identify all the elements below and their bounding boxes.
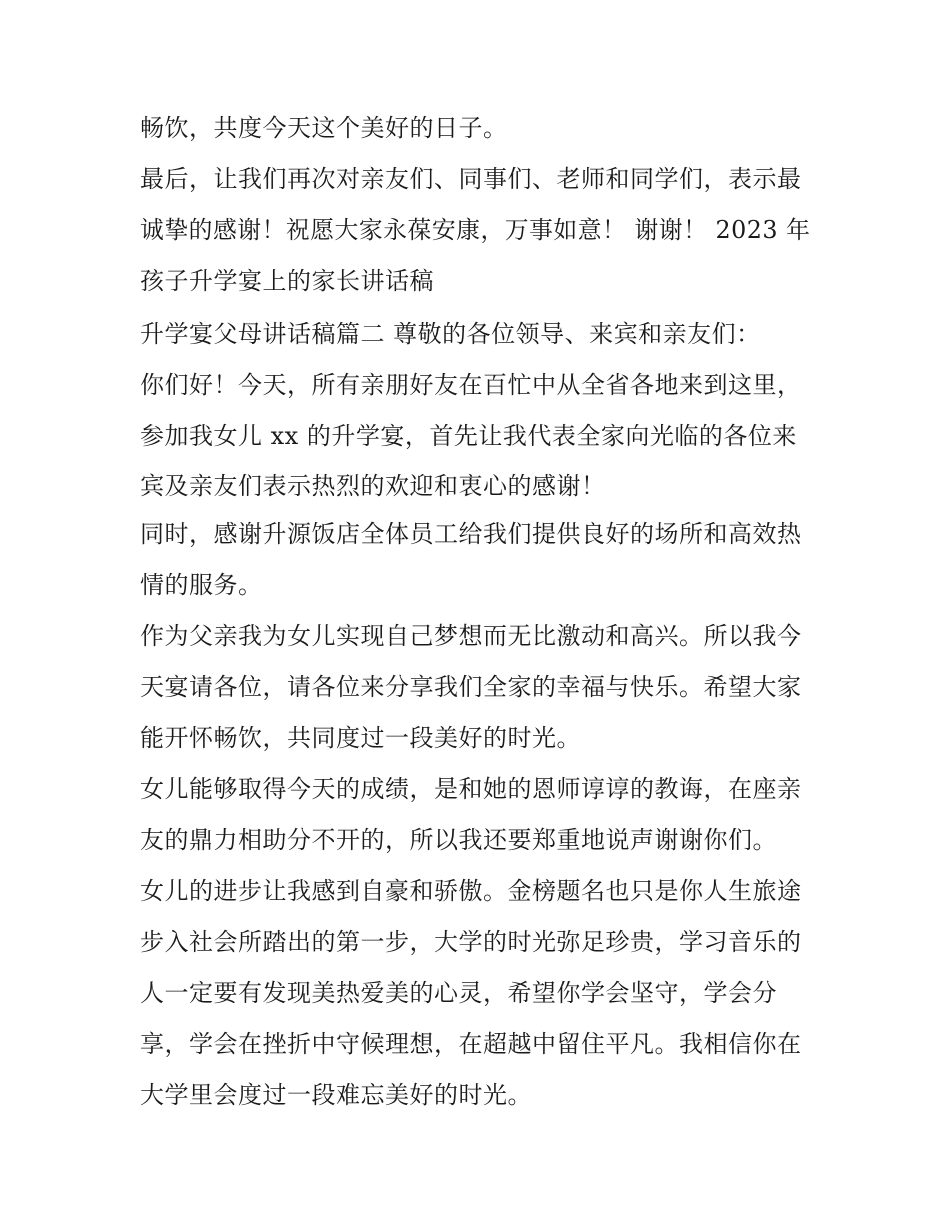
text-line: 你们好！今天，所有亲朋好友在百忙中从全省各地来到这里， xyxy=(140,371,802,399)
text-line: 同时，感谢升源饭店全体员工给我们提供良好的场所和高效热 xyxy=(140,520,802,548)
text-line: 人一定要有发现美热爱美的心灵，希望你学会坚守，学会分 xyxy=(140,979,777,1007)
text-line: 大学里会度过一段难忘美好的时光。 xyxy=(140,1081,532,1109)
text-line: 宾及亲友们表示热烈的欢迎和衷心的感谢！ xyxy=(140,472,606,500)
text-line: 天宴请各位，请各位来分享我们全家的幸福与快乐。希望大家 xyxy=(140,673,802,701)
text-line: 友的鼎力相助分不开的，所以我还要郑重地说声谢谢你们。 xyxy=(140,826,777,854)
text-line: 作为父亲我为女儿实现自己梦想而无比激动和高兴。所以我今 xyxy=(140,622,802,650)
text-line: 享，学会在挫折中守候理想，在超越中留住平凡。我相信你在 xyxy=(140,1030,802,1058)
text-line: 能开怀畅饮，共同度过一段美好的时光。 xyxy=(140,724,581,752)
text-line: 女儿的进步让我感到自豪和骄傲。金榜题名也只是你人生旅途 xyxy=(140,877,802,905)
text-line: 参加我女儿 xx 的升学宴，首先让我代表全家向光临的各位来 xyxy=(140,422,797,450)
text-line: 诚挚的感谢！祝愿大家永葆安康，万事如意！ 谢谢！ 2023 年 xyxy=(140,216,811,244)
text-line: 孩子升学宴上的家长讲话稿 xyxy=(140,267,434,295)
text-line: 情的服务。 xyxy=(140,571,263,599)
text-line: 女儿能够取得今天的成绩，是和她的恩师谆谆的教诲，在座亲 xyxy=(140,775,802,803)
text-line: 畅饮，共度今天这个美好的日子。 xyxy=(140,114,508,142)
text-line: 最后，让我们再次对亲友们、同事们、老师和同学们，表示最 xyxy=(140,165,802,193)
text-line: 升学宴父母讲话稿篇二 尊敬的各位领导、来宾和亲友们： xyxy=(140,320,761,348)
text-line: 步入社会所踏出的第一步，大学的时光弥足珍贵，学习音乐的 xyxy=(140,928,802,956)
